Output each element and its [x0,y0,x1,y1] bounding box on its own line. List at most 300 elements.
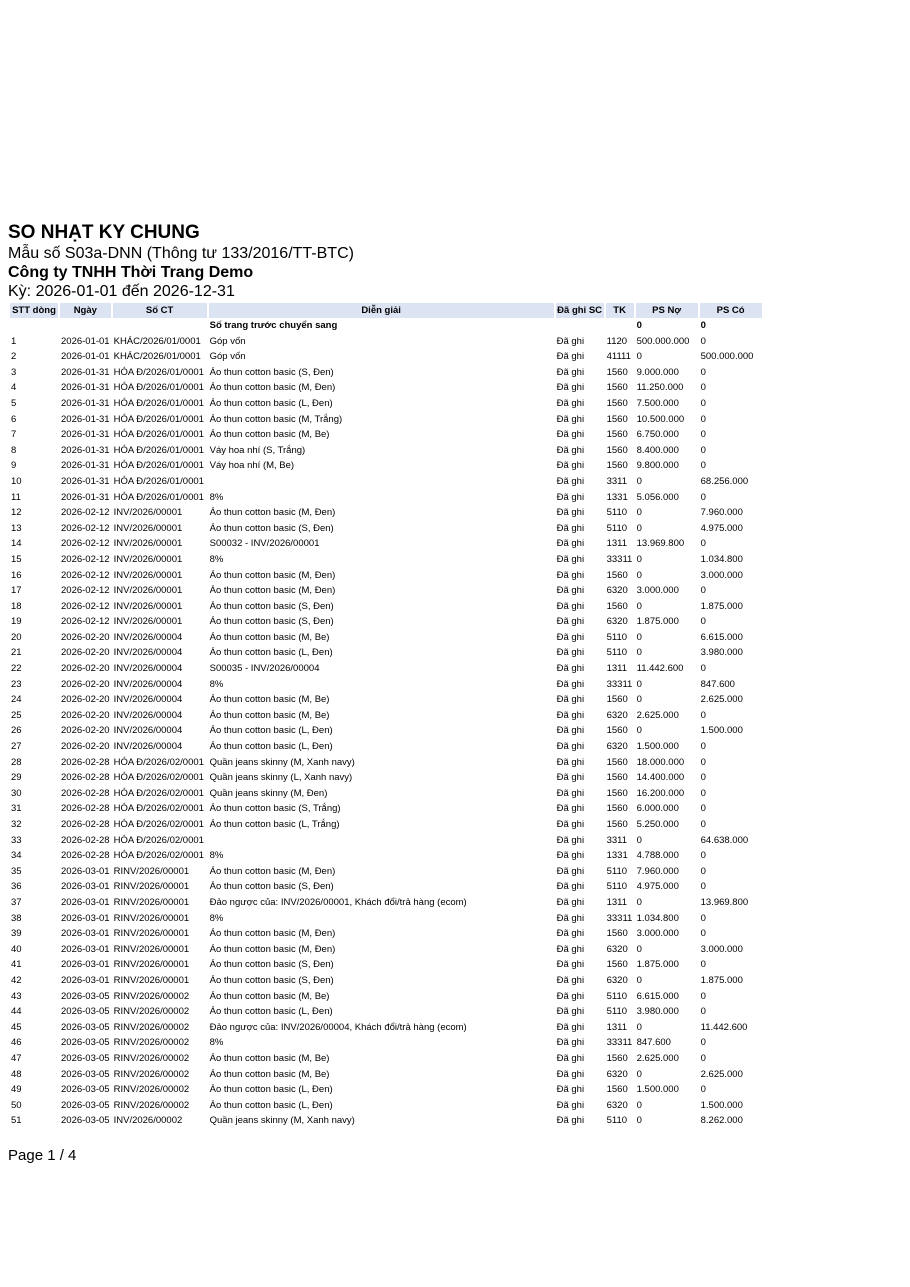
table-row [10,427,762,443]
row-debit: 1.875.000 [636,959,679,971]
report-period: Kỳ: 2026-01-01 đến 2026-12-31 [8,283,235,300]
row-credit: 0 [700,1006,706,1018]
row-description: Áo thun cotton basic (M, Đen) [209,382,336,394]
row-account: 6320 [606,1099,628,1111]
row-account: 3311 [606,475,628,487]
row-posted: Đã ghi [556,475,585,487]
row-number: 43 [11,990,22,1002]
row-description: Áo thun cotton basic (L, Đen) [209,1006,333,1018]
table-row [10,942,762,958]
row-date: 2026-02-12 [61,553,110,565]
row-number: 27 [11,741,22,753]
row-posted: Đã ghi [556,803,585,815]
row-number: 51 [11,1115,22,1127]
row-doc-no: HÓA Đ/2026/02/0001 [113,756,204,768]
row-credit: 0 [700,990,706,1002]
row-date: 2026-02-28 [61,787,110,799]
row-date: 2026-03-01 [61,974,110,986]
table-row [10,848,762,864]
row-description: Áo thun cotton basic (M, Be) [209,631,330,643]
row-doc-no: RINV/2026/00001 [113,928,190,940]
row-posted: Đã ghi [556,647,585,659]
row-date: 2026-02-20 [61,647,110,659]
row-description: 8% [209,553,224,565]
row-credit: 8.262.000 [700,1115,743,1127]
col-header-stt: STT dòng [10,303,58,318]
row-date: 2026-02-20 [61,741,110,753]
row-debit: 2.625.000 [636,1052,679,1064]
row-posted: Đã ghi [556,429,585,441]
table-header-row [10,303,762,318]
row-account: 1311 [606,896,628,908]
row-doc-no: INV/2026/00004 [113,709,183,721]
row-description: Đảo ngược của: INV/2026/00004, Khách đổi/trả hàng (ecom) [209,1021,467,1033]
row-number: 31 [11,803,22,815]
table-row [10,1067,762,1083]
row-date: 2026-03-05 [61,1006,110,1018]
row-date: 2026-03-05 [61,990,110,1002]
row-account: 6320 [606,1068,628,1080]
row-doc-no: KHÁC/2026/01/0001 [113,335,201,347]
row-posted: Đã ghi [556,709,585,721]
carry-forward-row [10,318,762,334]
row-posted: Đã ghi [556,538,585,550]
row-debit: 0 [636,1115,642,1127]
row-posted: Đã ghi [556,787,585,799]
row-number: 4 [11,382,17,394]
row-posted: Đã ghi [556,522,585,534]
row-doc-no: KHÁC/2026/01/0001 [113,351,201,363]
row-description: Áo thun cotton basic (M, Be) [209,990,330,1002]
row-posted: Đã ghi [556,1099,585,1111]
table-row [10,1082,762,1098]
row-credit: 64.638.000 [700,834,749,846]
row-account: 1560 [606,600,628,612]
row-posted: Đã ghi [556,694,585,706]
row-credit: 0 [700,397,706,409]
row-date: 2026-01-31 [61,475,110,487]
row-credit: 3.000.000 [700,943,743,955]
row-number: 34 [11,850,22,862]
row-doc-no: HÓA Đ/2026/02/0001 [113,772,204,784]
row-debit: 1.500.000 [636,1084,679,1096]
row-doc-no: INV/2026/00001 [113,569,183,581]
row-number: 12 [11,507,22,519]
row-posted: Đã ghi [556,397,585,409]
row-date: 2026-02-12 [61,569,110,581]
row-number: 20 [11,631,22,643]
row-account: 1560 [606,413,628,425]
row-doc-no: INV/2026/00001 [113,616,183,628]
row-date: 2026-01-31 [61,460,110,472]
row-description: 8% [209,912,224,924]
report-header [8,222,354,301]
table-row [10,458,762,474]
row-number: 25 [11,709,22,721]
row-account: 33311 [606,553,633,565]
row-credit: 68.256.000 [700,475,749,487]
table-row [10,334,762,350]
col-header-account: TK [606,303,634,318]
row-debit: 500.000.000 [636,335,690,347]
row-credit: 500.000.000 [700,351,754,363]
row-account: 1311 [606,663,628,675]
table-row [10,645,762,661]
table-row [10,989,762,1005]
row-posted: Đã ghi [556,1115,585,1127]
row-date: 2026-03-01 [61,943,110,955]
row-date: 2026-02-12 [61,585,110,597]
row-number: 3 [11,366,17,378]
table-row [10,614,762,630]
row-debit: 2.625.000 [636,709,679,721]
row-debit: 4.975.000 [636,881,679,893]
row-description: Áo thun cotton basic (S, Đen) [209,366,334,378]
row-account: 33311 [606,1037,633,1049]
row-doc-no: INV/2026/00004 [113,631,183,643]
row-account: 1560 [606,694,628,706]
row-credit: 6.615.000 [700,631,743,643]
col-header-description: Diễn giải [209,303,554,318]
row-date: 2026-03-05 [61,1052,110,1064]
row-credit: 0 [700,959,706,971]
col-header-date: Ngày [60,303,111,318]
row-account: 1560 [606,569,628,581]
row-number: 1 [11,335,17,347]
row-debit: 0 [636,600,642,612]
row-description: Áo thun cotton basic (S, Đen) [209,616,334,628]
row-posted: Đã ghi [556,616,585,628]
row-debit: 0 [636,725,642,737]
journal-table [8,303,764,1129]
row-posted: Đã ghi [556,1037,585,1049]
row-doc-no: INV/2026/00002 [113,1115,183,1127]
row-debit: 5.056.000 [636,491,679,503]
row-posted: Đã ghi [556,678,585,690]
row-number: 2 [11,351,17,363]
row-date: 2026-02-28 [61,772,110,784]
row-credit: 0 [700,756,706,768]
row-debit: 6.000.000 [636,803,679,815]
row-posted: Đã ghi [556,366,585,378]
row-doc-no: RINV/2026/00001 [113,881,190,893]
row-doc-no: HÓA Đ/2026/02/0001 [113,787,204,799]
row-debit: 0 [636,1021,642,1033]
row-description: Áo thun cotton basic (L, Trắng) [209,819,340,830]
row-date: 2026-01-31 [61,413,110,425]
row-debit: 11.442.600 [636,663,684,675]
row-doc-no: RINV/2026/00001 [113,865,190,877]
row-doc-no: HÓA Đ/2026/02/0001 [113,850,204,862]
row-posted: Đã ghi [556,491,585,503]
table-row [10,1035,762,1051]
row-number: 11 [11,491,21,503]
page-indicator: Page 1 / 4 [8,1147,77,1164]
row-description: 8% [209,491,224,503]
carry-forward-credit: 0 [700,320,706,331]
row-doc-no: HÓA Đ/2026/01/0001 [113,429,204,441]
row-doc-no: INV/2026/00001 [113,553,183,565]
row-debit: 0 [636,475,642,487]
row-number: 35 [11,865,22,877]
row-account: 41111 [606,351,631,363]
row-debit: 7.500.000 [636,397,679,409]
row-account: 1560 [606,1052,628,1064]
row-doc-no: INV/2026/00001 [113,507,183,519]
row-date: 2026-03-05 [61,1068,110,1080]
table-row [10,817,762,833]
row-number: 28 [11,756,22,768]
row-credit: 0 [700,709,706,721]
row-posted: Đã ghi [556,1068,585,1080]
row-account: 5110 [606,881,628,893]
row-credit: 0 [700,1037,706,1049]
row-date: 2026-02-20 [61,725,110,737]
row-doc-no: INV/2026/00004 [113,694,183,706]
table-row [10,786,762,802]
row-account: 1560 [606,819,628,830]
table-row [10,911,762,927]
row-debit: 1.500.000 [636,741,679,753]
row-number: 48 [11,1068,22,1080]
row-credit: 0 [700,429,706,441]
row-posted: Đã ghi [556,631,585,643]
row-description: Áo thun cotton basic (M, Be) [209,709,330,721]
row-account: 6320 [606,974,628,986]
table-row [10,973,762,989]
row-description: Áo thun cotton basic (S, Trắng) [209,803,341,815]
row-doc-no: INV/2026/00004 [113,741,183,753]
row-doc-no: INV/2026/00001 [113,538,183,550]
row-posted: Đã ghi [556,881,585,893]
row-description: S00035 - INV/2026/00004 [209,663,320,675]
row-description: Áo thun cotton basic (M, Trắng) [209,413,343,425]
row-date: 2026-02-28 [61,834,110,846]
row-date: 2026-02-28 [61,819,110,830]
row-doc-no: RINV/2026/00001 [113,943,190,955]
row-debit: 3.000.000 [636,585,679,597]
row-description: Áo thun cotton basic (S, Đen) [209,881,334,893]
row-number: 46 [11,1037,22,1049]
table-row [10,474,762,490]
row-posted: Đã ghi [556,1006,585,1018]
row-description: 8% [209,678,224,690]
row-date: 2026-01-31 [61,366,110,378]
row-debit: 0 [636,553,642,565]
row-doc-no: RINV/2026/00001 [113,896,190,908]
row-number: 21 [11,647,22,659]
row-doc-no: HÓA Đ/2026/02/0001 [113,819,204,830]
row-posted: Đã ghi [556,569,585,581]
row-description: Áo thun cotton basic (L, Đen) [209,1084,333,1096]
row-posted: Đã ghi [556,974,585,986]
row-number: 41 [11,959,22,971]
row-credit: 3.000.000 [700,569,743,581]
row-description: Quần jeans skinny (L, Xanh navy) [209,772,353,784]
row-account: 6320 [606,709,628,721]
row-account: 5110 [606,865,628,877]
row-account: 1560 [606,772,628,784]
row-description: Váy hoa nhí (M, Be) [209,460,295,472]
row-description: 8% [209,850,224,862]
row-account: 5110 [606,1006,628,1018]
row-doc-no: RINV/2026/00002 [113,1052,190,1064]
row-debit: 9.800.000 [636,460,679,472]
row-number: 6 [11,413,17,425]
row-credit: 2.625.000 [700,1068,743,1080]
row-debit: 14.400.000 [636,772,685,784]
row-credit: 847.600 [700,678,735,690]
report-title: SO NHẠT KY CHUNG [8,222,200,243]
row-date: 2026-03-01 [61,865,110,877]
row-credit: 0 [700,616,706,628]
table-row [10,1051,762,1067]
row-credit: 0 [700,1084,706,1096]
row-description: S00032 - INV/2026/00001 [209,538,320,550]
company-name: Công ty TNHH Thời Trang Demo [8,264,254,281]
row-date: 2026-02-20 [61,631,110,643]
row-number: 22 [11,663,22,675]
row-description: Áo thun cotton basic (M, Đen) [209,865,336,877]
row-posted: Đã ghi [556,725,585,737]
row-account: 6320 [606,585,628,597]
row-number: 33 [11,834,22,846]
row-debit: 16.200.000 [636,787,685,799]
row-date: 2026-02-20 [61,678,110,690]
row-credit: 1.034.800 [700,553,743,565]
row-debit: 0 [636,694,642,706]
col-header-posted: Đã ghi SC [557,305,603,316]
row-credit: 0 [700,772,706,784]
row-number: 38 [11,912,22,924]
row-account: 5110 [606,990,628,1002]
table-row [10,677,762,693]
row-doc-no: RINV/2026/00002 [113,1037,190,1049]
row-number: 7 [11,429,17,441]
row-debit: 6.615.000 [636,990,679,1002]
row-credit: 0 [700,335,706,347]
row-debit: 847.600 [636,1037,671,1049]
row-credit: 7.960.000 [700,507,743,519]
row-debit: 6.750.000 [636,429,679,441]
row-posted: Đã ghi [556,896,585,908]
row-debit: 18.000.000 [636,756,685,768]
row-number: 10 [11,475,22,487]
table-row [10,599,762,615]
row-debit: 0 [636,507,642,519]
table-row [10,521,762,537]
row-number: 32 [11,819,22,830]
row-account: 1560 [606,444,628,456]
row-account: 1560 [606,397,628,409]
row-posted: Đã ghi [556,351,585,363]
row-debit: 10.500.000 [636,413,685,425]
row-doc-no: HÓA Đ/2026/01/0001 [113,413,204,425]
row-posted: Đã ghi [556,663,585,675]
row-credit: 0 [700,366,706,378]
row-doc-no: HÓA Đ/2026/01/0001 [113,491,204,503]
table-row [10,739,762,755]
row-account: 1560 [606,928,628,940]
row-debit: 8.400.000 [636,444,679,456]
row-account: 33311 [606,678,633,690]
row-credit: 3.980.000 [700,647,743,659]
table-row [10,801,762,817]
row-number: 37 [11,896,22,908]
col-header-credit: PS Có [700,303,762,318]
row-description: Áo thun cotton basic (M, Đen) [209,943,336,955]
row-credit: 0 [700,912,706,924]
row-doc-no: RINV/2026/00002 [113,990,190,1002]
row-description: Áo thun cotton basic (M, Đen) [209,585,336,597]
row-number: 13 [11,522,22,534]
row-description: Áo thun cotton basic (L, Đen) [209,647,333,659]
row-debit: 0 [636,974,642,986]
row-account: 6320 [606,616,628,628]
row-posted: Đã ghi [556,741,585,753]
row-date: 2026-02-28 [61,850,110,862]
row-debit: 0 [636,1099,642,1111]
row-account: 1560 [606,725,628,737]
row-doc-no: HÓA Đ/2026/02/0001 [113,803,204,815]
row-description: Áo thun cotton basic (M, Đen) [209,507,336,519]
row-debit: 11.250.000 [636,382,684,394]
row-credit: 1.500.000 [700,725,743,737]
row-doc-no: HÓA Đ/2026/01/0001 [113,460,204,472]
row-description: Áo thun cotton basic (S, Đen) [209,600,334,612]
table-row [10,630,762,646]
table-row [10,661,762,677]
row-account: 1560 [606,366,628,378]
row-credit: 0 [700,865,706,877]
row-description: Áo thun cotton basic (L, Đen) [209,725,333,737]
table-row [10,380,762,396]
row-debit: 7.960.000 [636,865,679,877]
row-number: 18 [11,600,22,612]
row-number: 23 [11,678,22,690]
row-doc-no: INV/2026/00004 [113,663,183,675]
row-number: 44 [11,1006,22,1018]
row-number: 8 [11,444,17,456]
row-doc-no: HÓA Đ/2026/01/0001 [113,444,204,456]
table-row [10,412,762,428]
row-date: 2026-01-31 [61,429,110,441]
row-date: 2026-02-28 [61,803,110,815]
row-date: 2026-03-05 [61,1021,110,1033]
row-date: 2026-01-01 [61,335,110,347]
row-credit: 0 [700,444,706,456]
row-credit: 1.875.000 [700,600,743,612]
row-date: 2026-02-12 [61,522,110,534]
row-posted: Đã ghi [556,413,585,425]
row-date: 2026-02-20 [61,663,110,675]
row-account: 5110 [606,631,628,643]
row-date: 2026-03-05 [61,1037,110,1049]
table-row [10,879,762,895]
row-description: Áo thun cotton basic (M, Đen) [209,928,336,940]
row-number: 5 [11,397,17,409]
row-date: 2026-03-01 [61,881,110,893]
row-posted: Đã ghi [556,460,585,472]
row-date: 2026-02-12 [61,600,110,612]
row-posted: Đã ghi [556,819,585,830]
row-credit: 4.975.000 [700,522,743,534]
row-credit: 0 [700,928,706,940]
table-row [10,770,762,786]
row-description: Áo thun cotton basic (M, Be) [209,1052,330,1064]
carry-forward-debit: 0 [636,320,642,331]
row-credit: 0 [700,491,706,503]
